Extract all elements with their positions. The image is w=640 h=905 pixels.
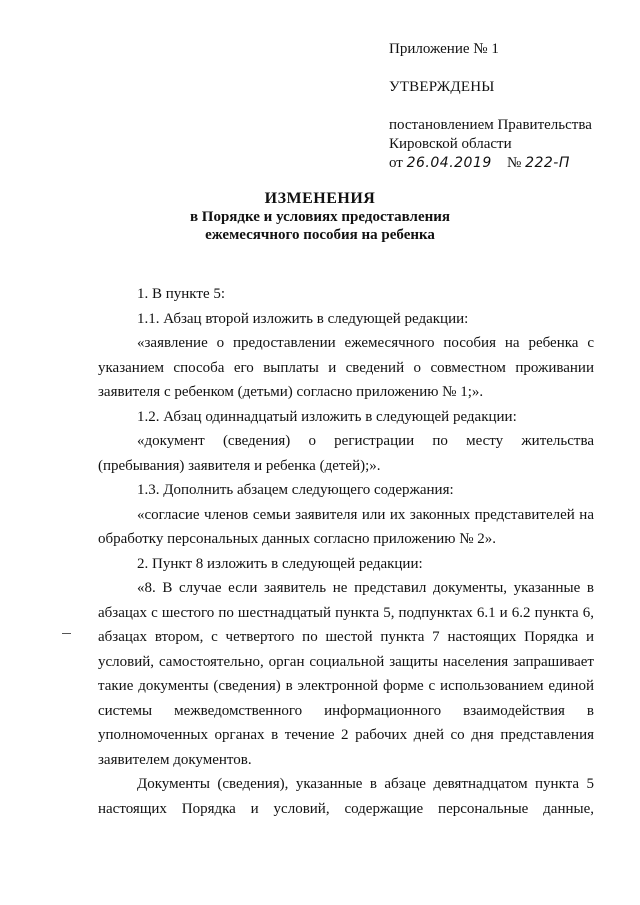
resolution-date-line	[389, 154, 629, 173]
title-line-3: ежемесячного пособия на ребенка	[205, 227, 435, 243]
paragraph-1-1-text: «заявление о предоставлении ежемесячного пособия на ребенка с указанием способа его выплаты и сведений о совместном проживании заявителя с ребенком (детьми) согласно приложению № 1;».	[98, 335, 594, 400]
number-prefix: №	[507, 155, 522, 171]
margin-mark	[62, 633, 71, 634]
title-line-2: в Порядке и условиях предоставления	[189, 209, 451, 225]
paragraph-1-3-text: «согласие членов семьи заявителя или их законных представителей на обработку персональных данных согласно приложению № 2».	[98, 506, 594, 547]
paragraph-2-text: «8. В случае если заявитель не представил документы, указанные в абзацах с шестого по шестнадцатый пункта 5, подпунктах 6.1 и 6.2 пункта 6, абзацах втором, с четвертого по шестой пункта 7 настоящих Порядка и условий, самостоятельно, орган социальной защиты населения запрашивает такие документы (сведения) в электронной форме с использованием единой системы межведомственного информационного взаимодействия в уполномоченных органах в течение 2 рабочих дней со дня представления заявителем документов.	[98, 580, 594, 768]
paragraph-1: 1. В пункте 5:	[137, 286, 226, 302]
paragraph-continuation: Документы (сведения), указанные в абзаце девятнадцатом пункта 5 настоящих Порядка и условий, содержащие персональные данные,	[98, 776, 594, 817]
title-main: ИЗМЕНЕНИЯ	[264, 190, 376, 207]
approval-block	[389, 40, 629, 173]
paragraph-1-3: 1.3. Дополнить абзацем следующего содержания:	[137, 482, 454, 498]
document-body	[98, 282, 594, 821]
paragraph-1-1: 1.1. Абзац второй изложить в следующей редакции:	[137, 310, 469, 327]
date-prefix: от	[389, 155, 403, 171]
paragraph-1-2-text: «документ (сведения) о регистрации по месту жительства (пребывания) заявителя и ребенка (детей);».	[98, 433, 594, 474]
handwritten-date: 26.04.2019	[406, 155, 492, 171]
handwritten-number: 222-П	[525, 155, 570, 171]
paragraph-2: 2. Пункт 8 изложить в следующей редакции:	[137, 555, 423, 572]
resolution-line-1: постановлением Правительства	[389, 117, 592, 133]
resolution-line-2: Кировской области	[389, 136, 512, 152]
resolution-number	[507, 154, 570, 173]
paragraph-1-2: 1.2. Абзац одиннадцатый изложить в следующей редакции:	[137, 408, 517, 425]
annex-label: Приложение № 1	[389, 41, 499, 57]
document-title	[0, 190, 640, 244]
approved-label: УТВЕРЖДЕНЫ	[389, 79, 495, 95]
